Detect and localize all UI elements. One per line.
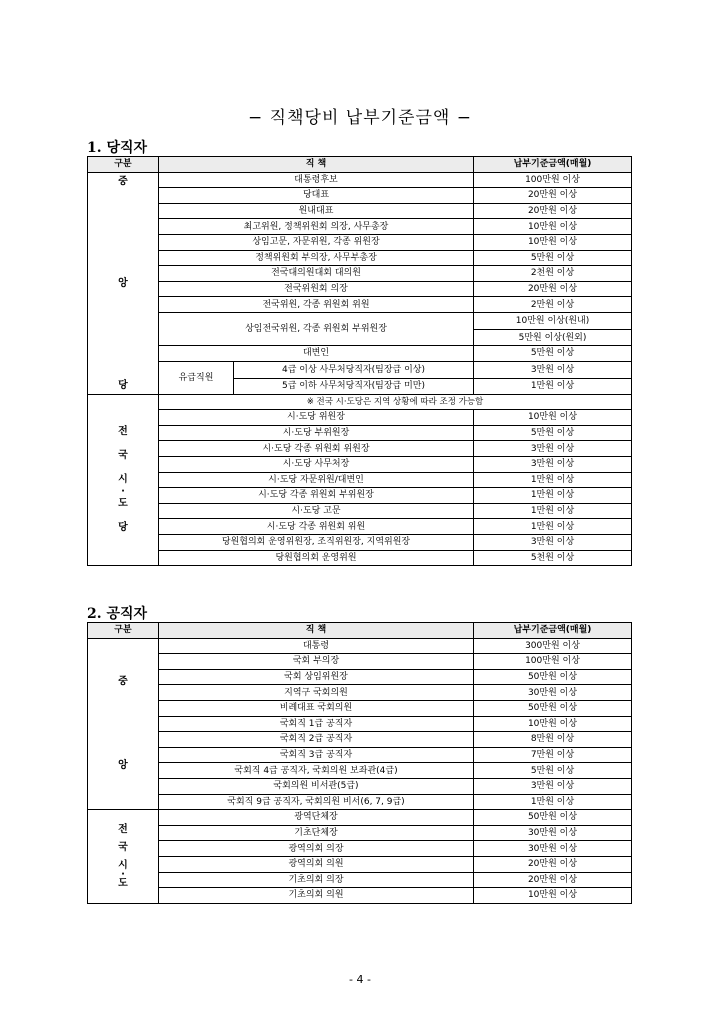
amount-cell: 10만원 이상 [474, 410, 632, 426]
amount-cell: 5만원 이상 [474, 345, 632, 361]
header-row [88, 157, 632, 173]
position-cell: 원내대표 [159, 203, 474, 219]
position-cell: 상임고문, 자문위원, 각종 위원장 [159, 234, 474, 250]
table-row [88, 312, 632, 329]
amount-cell: 2만원 이상 [474, 297, 632, 313]
table-row [88, 856, 632, 872]
amount-cell: 20만원 이상 [474, 281, 632, 297]
header-row [88, 623, 632, 639]
table-row [88, 410, 632, 426]
table-row [88, 281, 632, 297]
position-cell: 전국대의원대회 대의원 [159, 266, 474, 282]
position-cell: 대변인 [159, 345, 474, 361]
table-row [88, 441, 632, 457]
amount-cell: 30만원 이상 [474, 685, 632, 701]
header-amount: 납부기준금액(매월) [474, 157, 632, 173]
amount-cell: 3만원 이상 [474, 361, 632, 378]
table-row [88, 234, 632, 250]
table-row [88, 361, 632, 378]
category-central: 중 앙 [88, 638, 159, 810]
amount-cell: 1만원 이상 [474, 503, 632, 519]
position-cell: 당원협의회 운영위원 [159, 550, 474, 566]
table-row [88, 638, 632, 654]
table-row [88, 250, 632, 266]
position-cell: 당대표 [159, 188, 474, 204]
position-cell: 국회직 9급 공직자, 국회의원 비서(6, 7, 9급) [159, 794, 474, 810]
section-heading-public-officials: 2. 공직자 [87, 606, 148, 622]
table-row [88, 825, 632, 841]
amount-cell: 1만원 이상 [474, 519, 632, 535]
table-row [88, 203, 632, 219]
header-category: 구분 [88, 157, 159, 173]
position-cell: 시·도당 각종 위원회 위원장 [159, 441, 474, 457]
position-cell: 기초단체장 [159, 825, 474, 841]
amount-cell: 5만원 이상(원외) [474, 330, 632, 346]
category-regional-party: 전 국 시 · 도 당 [88, 394, 159, 566]
position-cell: 기초의회 의원 [159, 888, 474, 904]
amount-cell: 5천원 이상 [474, 550, 632, 566]
table-row [88, 488, 632, 504]
amount-cell: 3만원 이상 [474, 534, 632, 550]
table-row [88, 747, 632, 763]
table-row [88, 188, 632, 204]
table-row [88, 297, 632, 313]
table-row [88, 841, 632, 857]
position-cell: 광역단체장 [159, 810, 474, 826]
position-cell: 국회직 1급 공직자 [159, 716, 474, 732]
position-cell: 4급 이상 사무처당직자(팀장급 이상) [234, 361, 474, 378]
amount-cell: 20만원 이상 [474, 872, 632, 888]
table-row [88, 266, 632, 282]
table-row [88, 503, 632, 519]
position-cell: 광역의회 의원 [159, 856, 474, 872]
header-position: 직 책 [159, 623, 474, 639]
category-central-party: 중 앙 당 [88, 172, 159, 394]
public-officials-table [87, 622, 632, 904]
position-cell: 비례대표 국회의원 [159, 700, 474, 716]
amount-cell: 10만원 이상 [474, 219, 632, 235]
table-row [88, 550, 632, 566]
table-row [88, 700, 632, 716]
header-amount: 납부기준금액(매월) [474, 623, 632, 639]
regional-note: ※ 전국 시·도당은 지역 상황에 따라 조정 가능함 [159, 394, 632, 410]
table-row [88, 425, 632, 441]
amount-cell: 10만원 이상 [474, 888, 632, 904]
amount-cell: 100만원 이상 [474, 172, 632, 188]
table-row [88, 732, 632, 748]
amount-cell: 5만원 이상 [474, 763, 632, 779]
table-row [88, 685, 632, 701]
position-cell: 국회직 4급 공직자, 국회의원 보좌관(4급) [159, 763, 474, 779]
table-row [88, 716, 632, 732]
position-cell: 시·도당 자문위원/대변인 [159, 472, 474, 488]
table-row [88, 172, 632, 188]
table-row [88, 456, 632, 472]
position-cell: 시·도당 사무처장 [159, 456, 474, 472]
note-row [88, 394, 632, 410]
amount-cell: 7만원 이상 [474, 747, 632, 763]
amount-cell: 30만원 이상 [474, 825, 632, 841]
position-cell: 국회직 2급 공직자 [159, 732, 474, 748]
amount-cell: 10만원 이상 [474, 716, 632, 732]
amount-cell: 8만원 이상 [474, 732, 632, 748]
amount-cell: 50만원 이상 [474, 700, 632, 716]
position-cell: 당원협의회 운영위원장, 조직위원장, 지역위원장 [159, 534, 474, 550]
amount-cell: 20만원 이상 [474, 856, 632, 872]
table-row [88, 669, 632, 685]
table-row [88, 763, 632, 779]
paid-staff-label: 유급직원 [159, 361, 234, 394]
amount-cell: 1만원 이상 [474, 472, 632, 488]
header-position: 직 책 [159, 157, 474, 173]
position-cell: 최고위원, 정책위원회 의장, 사무총장 [159, 219, 474, 235]
position-cell: 기초의회 의장 [159, 872, 474, 888]
table-row [88, 888, 632, 904]
table-row [88, 778, 632, 794]
amount-cell: 1만원 이상 [474, 794, 632, 810]
position-cell: 시·도당 위원장 [159, 410, 474, 426]
amount-cell: 50만원 이상 [474, 669, 632, 685]
position-cell: 지역구 국회의원 [159, 685, 474, 701]
table-row [88, 345, 632, 361]
position-cell: 상임전국위원, 각종 위원회 부위원장 [159, 312, 474, 345]
amount-cell: 10만원 이상(원내) [474, 312, 632, 329]
amount-cell: 100만원 이상 [474, 654, 632, 670]
section-heading-party-officials: 1. 당직자 [87, 140, 148, 156]
position-cell: 5급 이하 사무처당직자(팀장급 미만) [234, 379, 474, 395]
amount-cell: 20만원 이상 [474, 203, 632, 219]
amount-cell: 3만원 이상 [474, 456, 632, 472]
table-row [88, 794, 632, 810]
amount-cell: 20만원 이상 [474, 188, 632, 204]
position-cell: 대통령후보 [159, 172, 474, 188]
table-row [88, 654, 632, 670]
table-row [88, 534, 632, 550]
amount-cell: 1만원 이상 [474, 379, 632, 395]
table-row [88, 519, 632, 535]
amount-cell: 3만원 이상 [474, 778, 632, 794]
position-cell: 시·도당 각종 위원회 위원 [159, 519, 474, 535]
position-cell: 정책위원회 부의장, 사무부총장 [159, 250, 474, 266]
table-row [88, 219, 632, 235]
position-cell: 전국위원, 각종 위원회 위원 [159, 297, 474, 313]
page-number: - 4 - [349, 973, 371, 986]
header-category: 구분 [88, 623, 159, 639]
amount-cell: 30만원 이상 [474, 841, 632, 857]
amount-cell: 5만원 이상 [474, 250, 632, 266]
amount-cell: 5만원 이상 [474, 425, 632, 441]
position-cell: 국회 부의장 [159, 654, 474, 670]
position-cell: 전국위원회 의장 [159, 281, 474, 297]
amount-cell: 3만원 이상 [474, 441, 632, 457]
page-title: − 직책당비 납부기준금액 − [248, 108, 472, 128]
position-cell: 시·도당 부위원장 [159, 425, 474, 441]
amount-cell: 2천원 이상 [474, 266, 632, 282]
position-cell: 국회 상임위원장 [159, 669, 474, 685]
table-row [88, 472, 632, 488]
amount-cell: 1만원 이상 [474, 488, 632, 504]
amount-cell: 300만원 이상 [474, 638, 632, 654]
table-row [88, 872, 632, 888]
party-officials-table [87, 156, 632, 566]
position-cell: 시·도당 각종 위원회 부위원장 [159, 488, 474, 504]
position-cell: 광역의회 의장 [159, 841, 474, 857]
category-regional: 전 국 시 · 도 [88, 810, 159, 904]
position-cell: 대통령 [159, 638, 474, 654]
position-cell: 시·도당 고문 [159, 503, 474, 519]
amount-cell: 50만원 이상 [474, 810, 632, 826]
position-cell: 국회직 3급 공직자 [159, 747, 474, 763]
amount-cell: 10만원 이상 [474, 234, 632, 250]
position-cell: 국회의원 비서관(5급) [159, 778, 474, 794]
table-row [88, 810, 632, 826]
